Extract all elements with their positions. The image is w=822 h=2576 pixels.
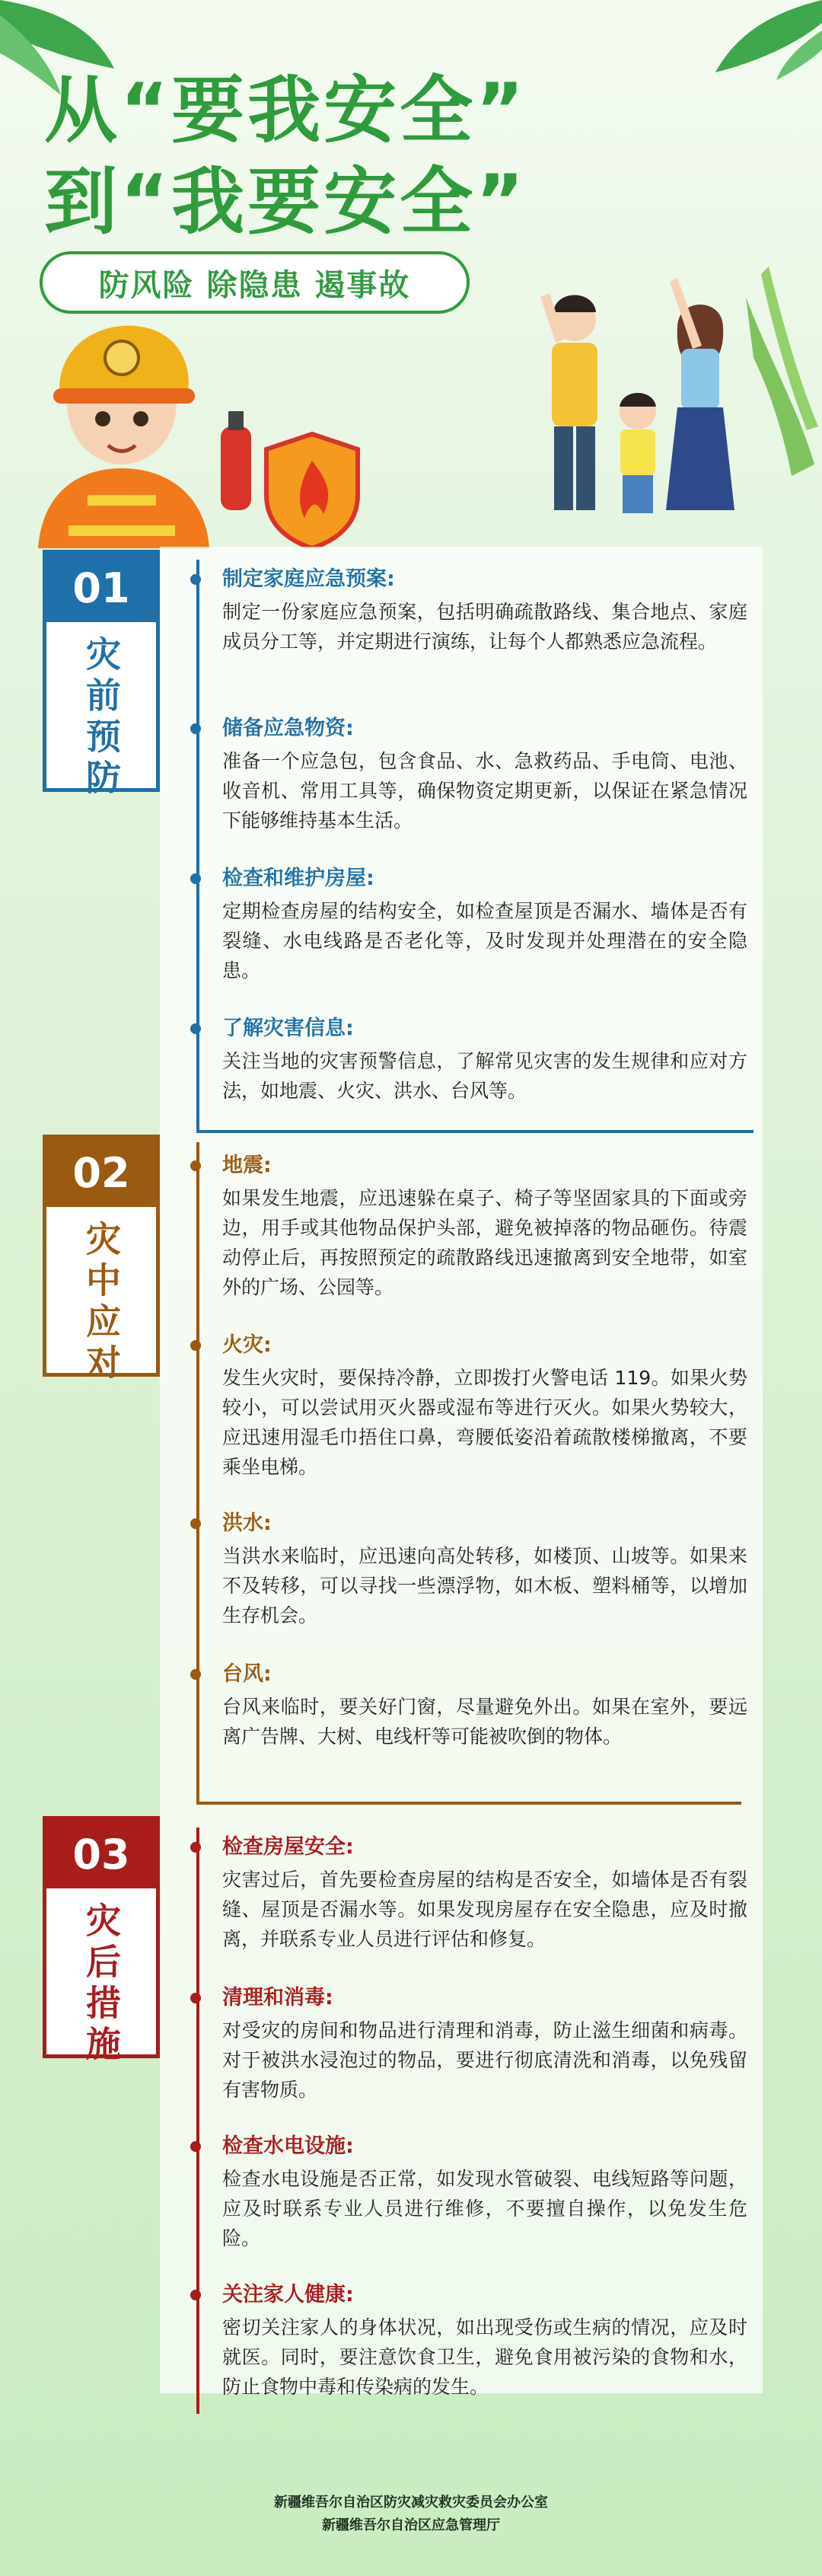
- bullet-dot: [190, 2290, 201, 2300]
- list-item: [222, 864, 747, 985]
- section-label: 灾前预防: [81, 636, 122, 800]
- item-body: 台风来临时，要关好门窗，尽量避免外出。如果在室外，要远离广告牌、大树、电线杆等可能被吹倒的物体。: [222, 1696, 747, 1748]
- item-heading: 台风:: [222, 1662, 272, 1686]
- item-heading: 制定家庭应急预案:: [222, 567, 395, 591]
- item-heading: 关注家人健康:: [222, 2283, 354, 2306]
- section-number: 03: [46, 1820, 156, 1888]
- item-heading: 储备应急物资:: [222, 717, 354, 740]
- leaf-decoration-top-right: [693, 0, 822, 84]
- item-heading: 清理和消毒:: [222, 1986, 333, 2009]
- timeline-line-01: [196, 560, 199, 1132]
- bullet-dot: [190, 1993, 201, 2003]
- title-line-1: 从“要我安全”: [44, 68, 527, 153]
- bullet-dot: [190, 574, 201, 585]
- bullet-dot: [190, 1518, 201, 1529]
- item-body: 准备一个应急包，包含食品、水、急救药品、手电筒、电池、收音机、常用工具等，确保物资定期更新，以保证在紧急情况下能够维持基本生活。: [222, 750, 747, 832]
- subtitle-text: 防风险 除隐患 遏事故: [98, 267, 411, 303]
- section-label: 灾中应对: [81, 1221, 122, 1385]
- item-body: 定期检查房屋的结构安全，如检查屋顶是否漏水、墙体是否有裂缝、水电线路是否老化等，及时发现并处理潜在的安全隐患。: [222, 900, 747, 982]
- footer-org-2: 新疆维吾尔自治区应急管理厅: [322, 2517, 500, 2533]
- bullet-dot: [190, 1669, 201, 1680]
- list-item: [222, 1984, 747, 2105]
- list-item: [222, 1151, 747, 1302]
- bullet-dot: [190, 723, 201, 734]
- title-line-2: 到“我要安全”: [44, 159, 527, 244]
- section-divider-02: [196, 1802, 741, 1805]
- bullet-dot: [190, 873, 201, 884]
- item-heading: 火灾:: [222, 1333, 272, 1357]
- bullet-dot: [190, 2141, 201, 2152]
- item-body: 当洪水来临时，应迅速向高处转移，如楼顶、山坡等。如果来不及转移，可以寻找一些漂浮物，如木板、塑料桶等，以增加生存机会。: [222, 1545, 747, 1626]
- item-heading: 地震:: [222, 1154, 272, 1177]
- item-heading: 检查和维护房屋:: [222, 867, 374, 890]
- list-item: [222, 714, 747, 835]
- list-item: [222, 2281, 747, 2402]
- item-heading: 检查水电设施:: [222, 2134, 354, 2158]
- item-body: 如果发生地震，应迅速躲在桌子、椅子等坚固家具的下面或旁边，用手或其他物品保护头部，避免被掉落的物品砸伤。待震动停止后，再按照预定的疏散路线迅速撤离到安全地带，如室外的广场、公园等。: [222, 1187, 747, 1298]
- list-item: [222, 2132, 747, 2253]
- firefighter-illustration: [23, 305, 381, 548]
- section-badge-03: [43, 1816, 160, 2067]
- bullet-dot: [190, 1842, 201, 1853]
- item-body: 发生火灾时，要保持冷静，立即拨打火警电话 119。如果火势较小，可以尝试用灭火器或湿布等进行灭火。如果火势较大，应迅速用湿毛巾捂住口鼻，弯腰低姿沿着疏散楼梯撤离，不要乘坐电梯。: [222, 1367, 747, 1478]
- item-body: 灾害过后，首先要检查房屋的结构是否安全，如墙体是否有裂缝、屋顶是否漏水等。如果发现房屋存在安全隐患，应及时撤离，并联系专业人员进行评估和修复。: [222, 1869, 747, 1950]
- item-body: 关注当地的灾害预警信息，了解常见灾害的发生规律和应对方法，如地震、火灾、洪水、台风等。: [222, 1050, 747, 1102]
- timeline-line-02: [196, 1142, 199, 1805]
- item-body: 密切关注家人的身体状况，如出现受伤或生病的情况，应及时就医。同时，要注意饮食卫生，避免食用被污染的食物和水，防止食物中毒和传染病的发生。: [222, 2316, 747, 2398]
- list-item: [222, 1331, 747, 1482]
- list-item: [222, 1660, 747, 1751]
- bullet-dot: [190, 1160, 201, 1171]
- section-divider-01: [196, 1130, 754, 1133]
- item-heading: 检查房屋安全:: [222, 1835, 354, 1859]
- section-number: 02: [46, 1138, 156, 1207]
- footer-org-1: 新疆维吾尔自治区防灾减灾救灾委员会办公室: [274, 2495, 548, 2511]
- bullet-dot: [190, 1023, 201, 1034]
- section-badge-01: [43, 550, 160, 800]
- list-item: [222, 1833, 747, 1954]
- item-body: 制定一份家庭应急预案，包括明确疏散路线、集合地点、家庭成员分工等，并定期进行演练，让每个人都熟悉应急流程。: [222, 601, 747, 653]
- item-heading: 洪水:: [222, 1511, 272, 1535]
- family-illustration: [525, 267, 822, 548]
- timeline-line-03: [196, 1827, 199, 2414]
- bullet-dot: [190, 1340, 201, 1351]
- list-item: [222, 565, 747, 656]
- section-label: 灾后措施: [81, 1902, 122, 2067]
- item-body: 对受灾的房间和物品进行清理和消毒，防止滋生细菌和病毒。对于被洪水浸泡过的物品，要进行彻底清洗和消毒，以免残留有害物质。: [222, 2019, 747, 2101]
- list-item: [222, 1509, 747, 1630]
- item-body: 检查水电设施是否正常，如发现水管破裂、电线短路等问题，应及时联系专业人员进行维修，不要擅自操作，以免发生危险。: [222, 2168, 747, 2249]
- item-heading: 了解灾害信息:: [222, 1017, 354, 1040]
- section-number: 01: [46, 554, 156, 622]
- list-item: [222, 1014, 747, 1106]
- section-badge-02: [43, 1135, 160, 1385]
